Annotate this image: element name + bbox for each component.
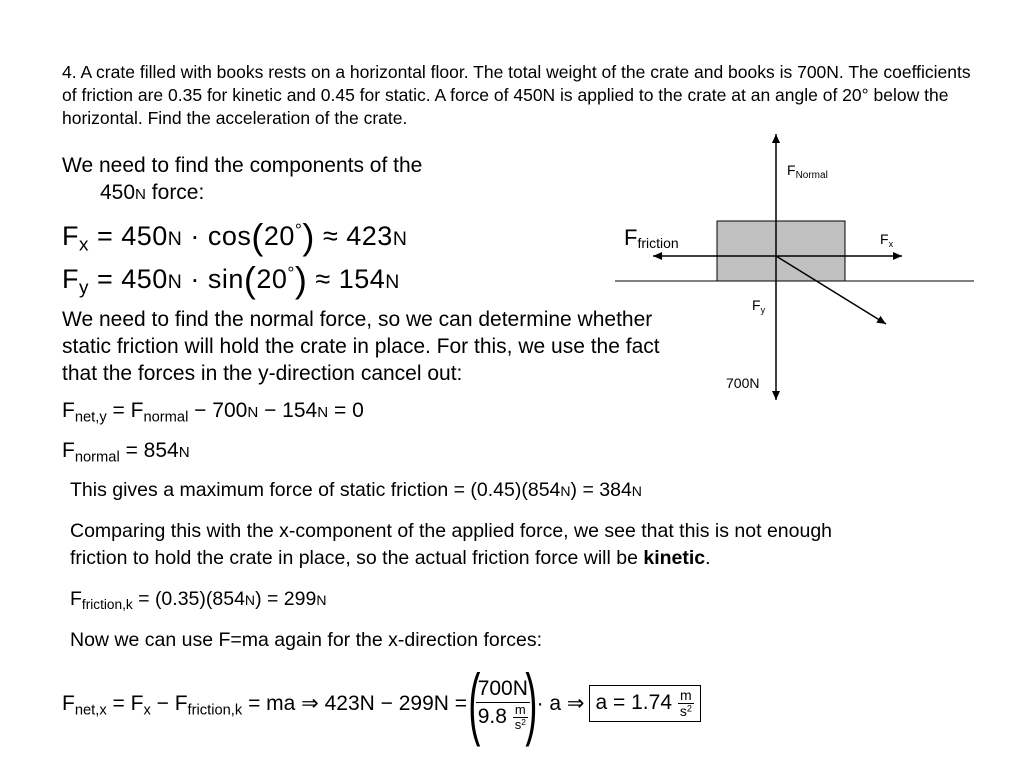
compare-line1: Comparing this with the x-component of the applied force, we see that this is not enough <box>70 520 833 542</box>
step1-text <box>62 152 422 208</box>
step1-line1: We need to find the components of the <box>62 154 423 177</box>
compare-text <box>70 518 832 572</box>
fy-label: $F_y$ <box>752 297 766 315</box>
friction-label: Ffriction <box>624 225 679 251</box>
step1-line2: 450N force: <box>100 181 205 204</box>
step2-line3: that the forces in the y-direction cancel out: <box>62 362 463 385</box>
fma-text: Now we can use F=ma again for the x-direction forces: <box>70 629 543 651</box>
step2-line2: static friction will hold the crate in place. For this, we use the fact <box>62 335 660 358</box>
weight-label: 700N <box>726 375 760 391</box>
kinetic-word: kinetic <box>643 547 706 569</box>
compare-line2: friction to hold the crate in place, so the actual friction force will be kinetic. <box>70 547 711 569</box>
step2-text <box>62 306 660 387</box>
free-body-diagram <box>600 128 990 408</box>
answer-box: a = 1.74 $\frac{m}{s^2}$ <box>589 685 701 722</box>
problem-statement: 4. A crate filled with books rests on a horizontal floor. The total weight of the crate and books is 700N. The coefficients of friction are 0.35 for kinetic and 0.45 for static. A force of 450N is applied to the crate at an angle of 20° below the horizontal. Find the acceleration of the crate. <box>62 62 971 128</box>
final-equation: $F_{net,x} = F_x - F_{friction,k}$ = ma ⇒ 423N − 299N = ( 700N 9.8 $\frac{m}{s^2}$ ) · a ⇒ a = 1.74 $\frac{m}{s^2}$ <box>62 660 701 746</box>
static-friction-text: This gives a maximum force of static friction = (0.45)(854N) = 384N <box>70 479 642 501</box>
equation-fx: $F_x = 450N \cdot \cos(20^\circ) \approx 423N$ <box>62 216 408 257</box>
equation-fy: $F_y = 450N \cdot \sin(20^\circ) \approx 154N$ <box>62 259 400 300</box>
kinetic-friction-eq: $F_{friction,k} = (0.35)(854N) = 299N$ <box>70 588 327 613</box>
normal-label: $F_{Normal}$ <box>787 162 828 181</box>
equation-net-y: $F_{net,y} = F_{normal} - 700N - 154N = 0$ <box>62 399 364 426</box>
step2-line1: We need to find the normal force, so we can determine whether <box>62 308 653 331</box>
equation-normal: $F_{normal} = 854N$ <box>62 439 190 466</box>
crate-box <box>717 221 845 281</box>
mass-fraction: 700N 9.8 $\frac{m}{s^2}$ <box>476 675 530 732</box>
fx-label: $F_x$ <box>880 231 894 249</box>
